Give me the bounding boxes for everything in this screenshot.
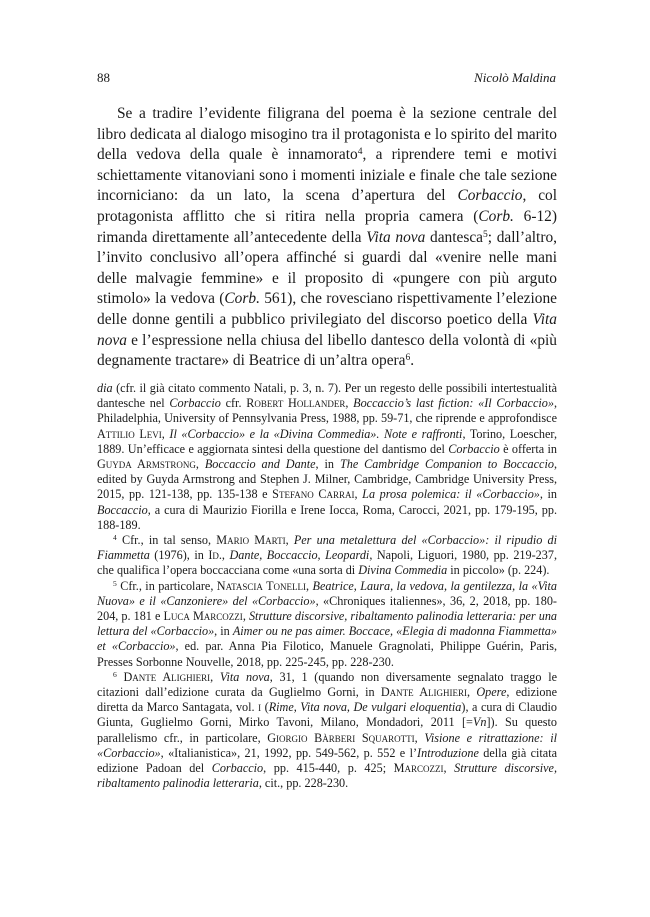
footnote-5: $^5$ Cfr., in particolare, Natascia Tonelli, Beatrice, Laura, la vedova, la gentilezza, la «Vita Nuova» e il «Canzoniere» del «Corbaccio», «Chroniques italiennes», 36, 2, 2018, pp. 180-204, p. 181 e Luca Marcozzi, Strutture discorsive, ribaltamento palinodia letteraria: per una lettura del «Corbaccio», in Aimer ou ne pas aimer. Boccace, «Elegia di madonna Fiammetta» et «Corbaccio», ed. par. Anna Pia Filotico, Manuele Gragnolati, Philippe Guérin, Paris, Presses Sorbonne Nouvelle, 2018, pp. 225-245, pp. 228-230. xyxy=(97,578,558,669)
body-paragraph: Se a tradire l’evidente filigrana del poema è la sezione centrale del libro dedicata al dialogo misogino tra il protagonista e lo spirito del marito della vedova della quale è innamorato$^4$, a riprendere temi e motivi schiettamente vitanoviani sono i momenti iniziale e finale che tale sezione incorniciano: da un lato, la scena d’apertura del Corbaccio, col protagonista afflitto che si ritira nella propria camera (Corb. 6-12) rimanda direttamente all’antecedente della Vita nova dantesca$^5$; dall’altro, l’invito conclusivo all’opera affinché si guardi dal «venire nelle mani delle malvagie femmine» e il proposito di «pungere con più arguto stimolo» la vedova (Corb. 561), che rovesciano rispettivamente l’elezione delle donne gentili a pubblico privilegiato del discorso poetico della Vita nova e l’espressione nella chiusa del libello dantesco della volontà di «più degnamente tractare» di Beatrice di un’altra opera$^6$. xyxy=(97,105,557,370)
footnote-4: $^4$ Cfr., in tal senso, Mario Marti, Per una metalettura del «Corbaccio»: il ripudio di Fiammetta (1976), in Id., Dante, Boccaccio, Leopardi, Napoli, Liguori, 1980, pp. 219-237, che qualifica l’opera boccacciana come «una sorta di Divina Commedia in piccolo» (p. 224). xyxy=(97,532,557,578)
footnote-number: 5 xyxy=(113,578,117,588)
footnote-ref-4[interactable]: 4 xyxy=(357,145,363,157)
running-head: Nicolò Maldina xyxy=(474,70,556,85)
footnote-number: 6 xyxy=(113,669,117,679)
footnote-6: $^6$ Dante Alighieri, Vita nova, 31, 1 (quando non diversamente segnalato traggo le citazioni dall’edizione curata da Guglielmo Gorni, in Dante Alighieri, Opere, edizione diretta da Marco Santagata, vol. i (Rime, Vita nova, De vulgari eloquentia), a cura di Claudio Giunta, Guglielmo Gorni, Mirko Tavoni, Milano, Mondadori, 2011 [=Vn]). Su questo parallelismo cfr., in particolare, Giorgio Bàrberi Squarotti, Visione e ritrattazione: il «Corbaccio», «Italianistica», 21, 1992, pp. 549-562, p. 552 e l’Introduzione della già citata edizione Padoan del Corbaccio, pp. 415-440, p. 425; Marcozzi, Strutture discorsive, ribaltamento palinodia letteraria, cit., pp. 228-230. xyxy=(97,669,558,791)
footnotes xyxy=(97,381,557,791)
footnote-ref-5[interactable]: 5 xyxy=(483,228,488,240)
main-text xyxy=(97,104,557,372)
page-number: 88 xyxy=(97,70,110,85)
footnote-ref-6[interactable]: 6 xyxy=(405,351,411,363)
footnote-number: 4 xyxy=(113,532,117,542)
footnote-continuation: dia (cfr. il già citato commento Natali, p. 3, n. 7). Per un regesto delle possibili intertestualità dantesche nel Corbaccio cfr. Robert Hollander, Boccaccio’s last fiction: «Il Corbaccio», Philadelphia, University of Pennsylvania Press, 1988, pp. 59-71, che riprende e approfondisce Attilio Levi, Il «Corbaccio» e la «Divina Commedia». Note e raffronti, Torino, Loescher, 1889. Un’efficace e aggiornata sintesi della questione del dantismo del Corbaccio è offerta in Guyda Armstrong, Boccaccio and Dante, in The Cambridge Companion to Boccaccio, edited by Guyda Armstrong and Stephen J. Milner, Cambridge, Cambridge University Press, 2015, pp. 121-138, pp. 135-138 e Stefano Carrai, La prosa polemica: il «Corbaccio», in Boccaccio, a cura di Maurizio Fiorilla e Irene Iocca, Roma, Carocci, 2021, pp. 179-195, pp. 188-189. xyxy=(97,381,558,532)
